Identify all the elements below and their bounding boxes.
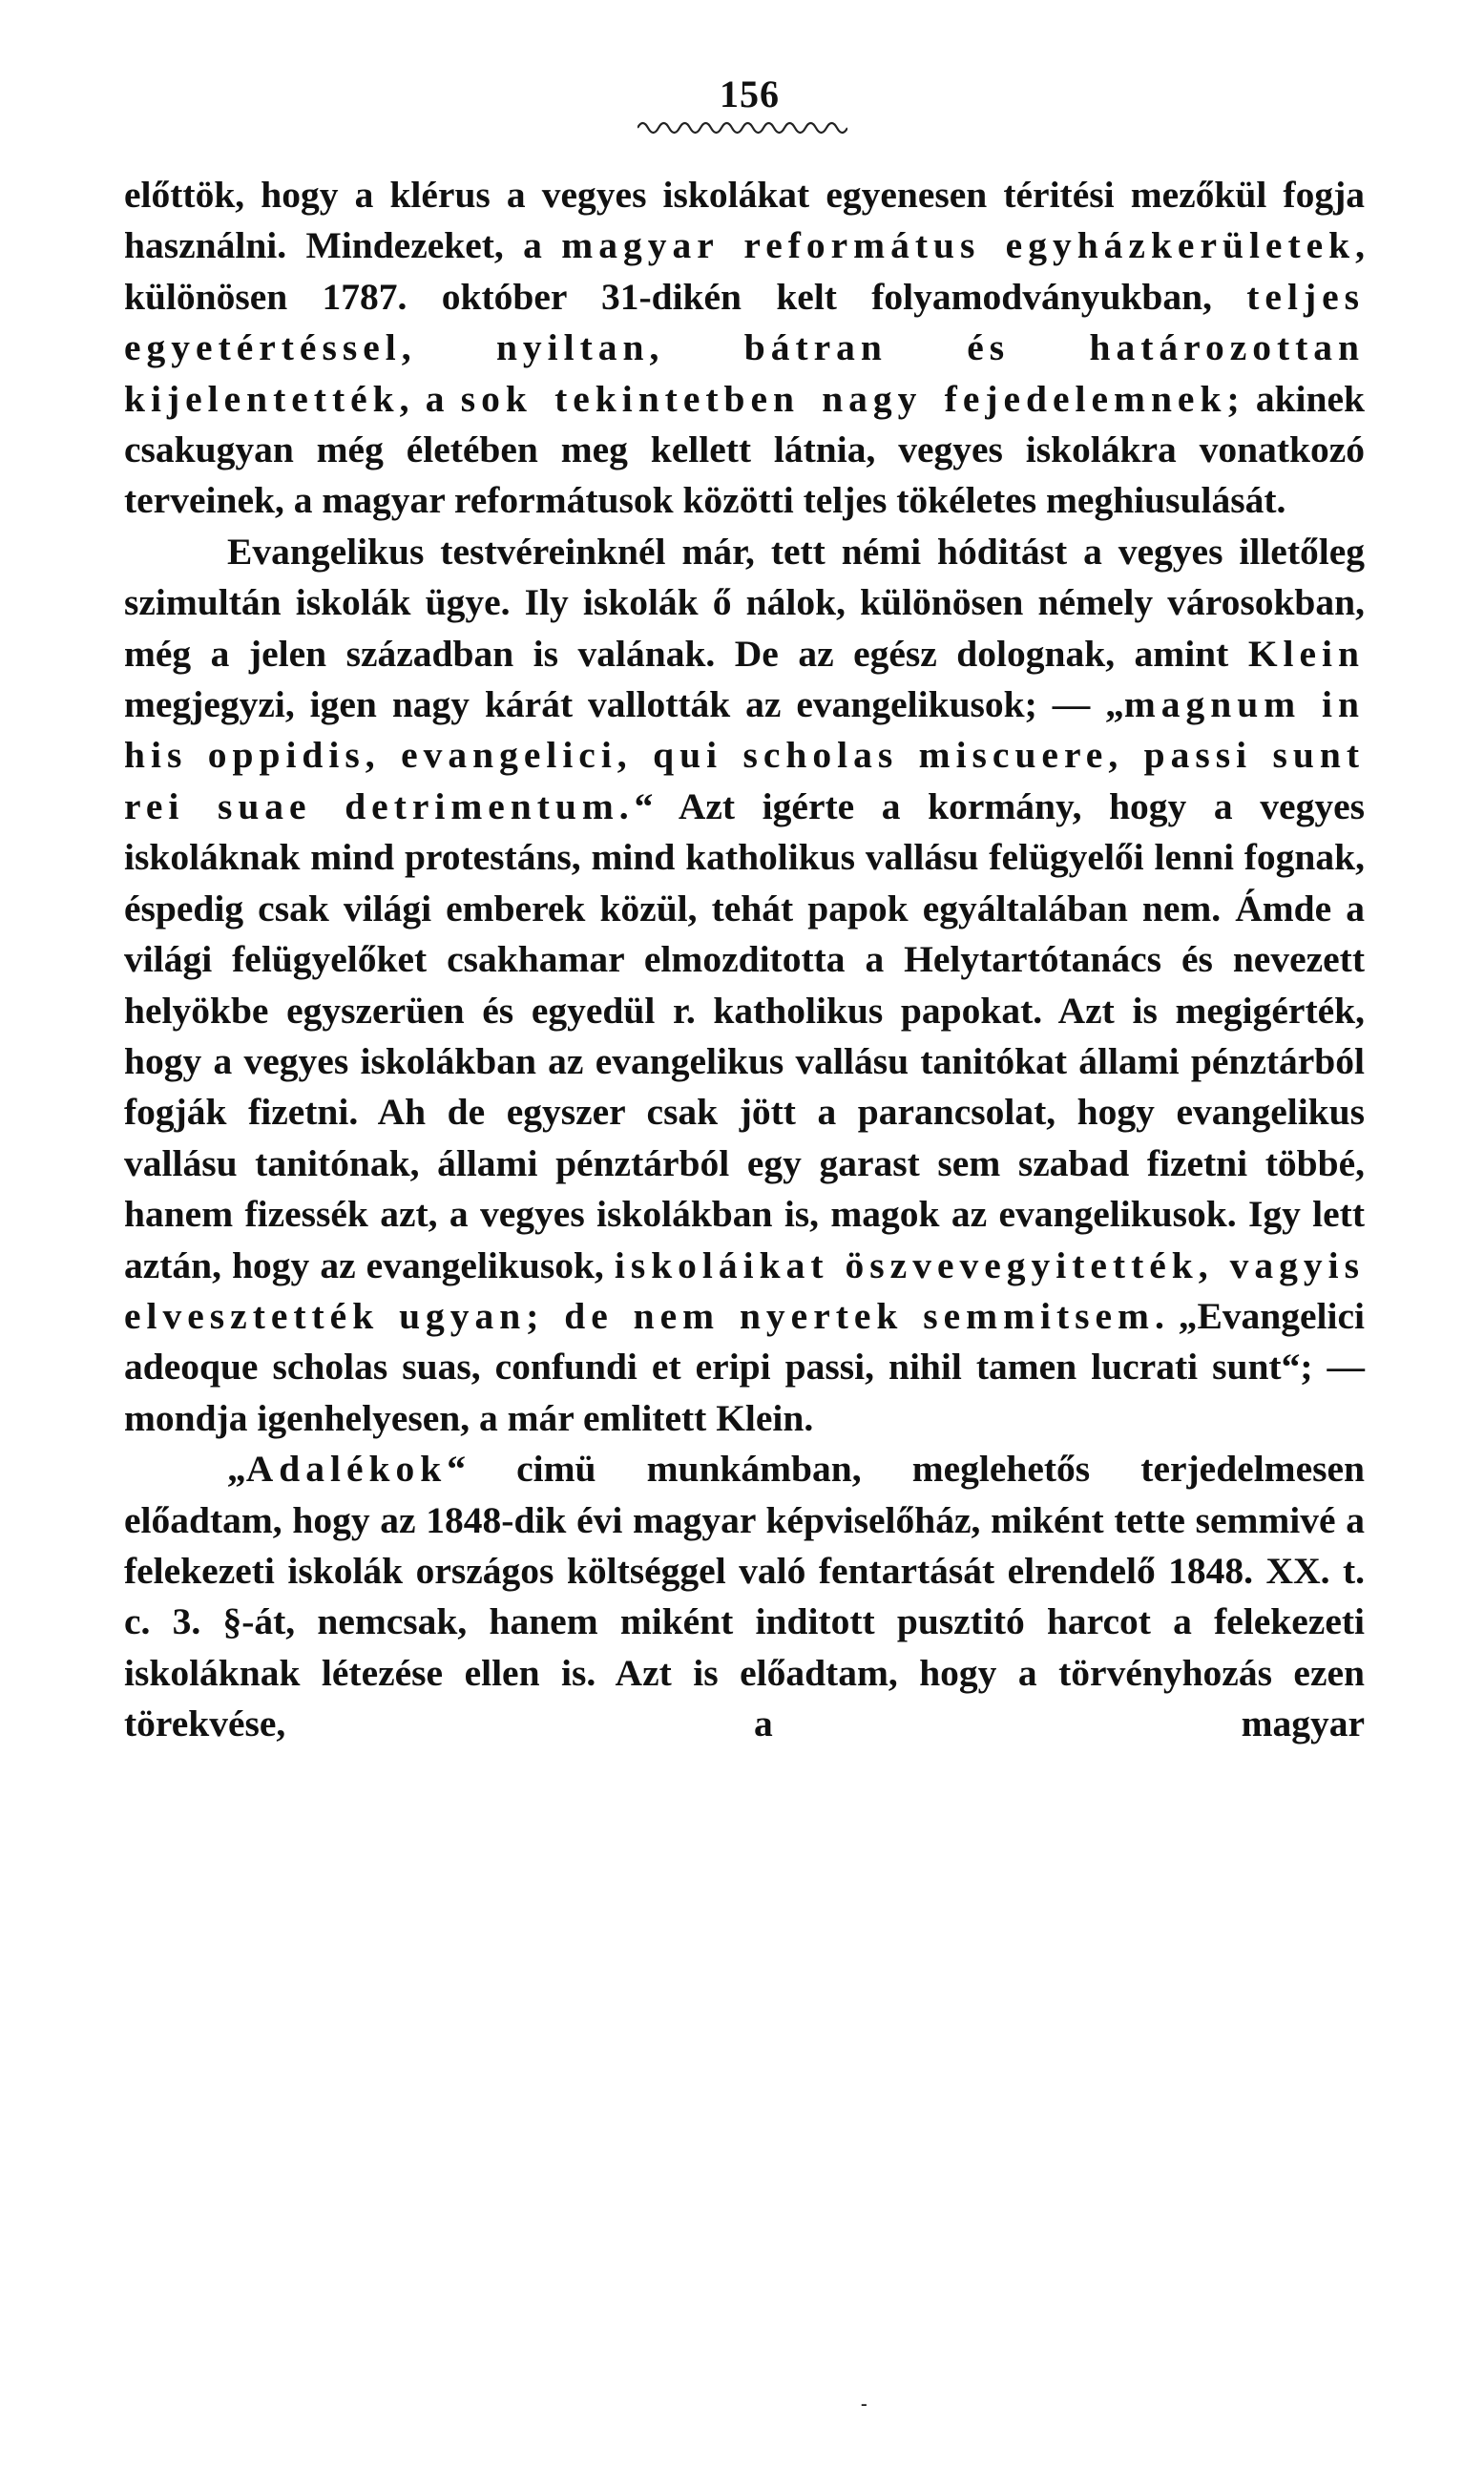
paragraph-text: , különösen 1787. október 31-dikén kelt folyamodványukban, <box>124 224 1365 318</box>
emphasized-spaced-text: iskoláikat öszvevegyitették, vagyis elvesztették ugyan; de nem nyertek semmitsem <box>124 1243 1365 1337</box>
paragraph-text: “ cimü munkámban, meglehetős terjedelmesen előadtam, hogy az 1848-dik évi magyar képviselőház, miként tette semmivé a felekezeti iskolák országos költséggel való fentartását elrendelő 1848. XX. t. c. 3. §-át, nemcsak, hanem miként inditott pusztitó harcot a felekezeti iskoláknak létezése ellen is. Azt is előadtam, hogy a törvényhozás ezen törekvése, a magyar <box>124 1448 1365 1745</box>
paragraph-1 <box>124 170 1365 527</box>
paragraph-3 <box>124 1444 1365 1749</box>
paragraph-text: Evangelikus testvéreinknél már, tett némi hóditást a vegyes illetőleg szimultán iskolák ügye. Ily iskolák ő nálok, különösen némely városokban, még a jelen században is valának. De az egész dolognak, amint <box>124 530 1365 675</box>
emphasized-spaced-text: magnum in his oppidis, evangelici, qui scholas miscuere, passi sunt rei suae detrimentum. <box>124 683 1365 827</box>
paragraph-text: . „Evangelici adeoque scholas suas, confundi et eripi passi, nihil tamen lucrati sunt“; — mondja igenhelyesen, a már emlitett Klein. <box>124 1294 1365 1439</box>
paragraph-2 <box>124 527 1365 1444</box>
body-text <box>124 170 1365 1750</box>
paragraph-text: megjegyzi, igen nagy kárát vallották az evangelikusok; — „ <box>124 683 1124 726</box>
paragraph-text: „ <box>227 1448 246 1491</box>
emphasized-spaced-text: magyar református egyházkerületek <box>561 224 1356 267</box>
emphasized-spaced-text: Klein <box>1247 632 1365 675</box>
paragraph-text: ; akinek csakugyan még életében meg kellett látnia, vegyes iskolákra vonatkozó terveinek, a magyar reformátusok közötti teljes tökéletes meghiusulását. <box>124 377 1365 522</box>
paragraph-text: előttök, hogy a klérus a vegyes iskolákat egyenesen téritési mezőkül fogja használni. Mindezeket, a <box>124 174 1365 267</box>
emphasized-spaced-text: Adalékok <box>245 1448 448 1491</box>
decorative-wave-ornament <box>637 115 847 139</box>
page-number: 156 <box>720 73 780 115</box>
paragraph-text: , a <box>399 377 461 420</box>
bottom-mark: - <box>861 2393 867 2414</box>
paragraph-text: “ Azt igérte a kormány, hogy a vegyes iskoláknak mind protestáns, mind katholikus vallásu felügyelői lenni fognak, éspedig csak világi emberek közül, tehát papok egyáltalában nem. Ámde a világi felügyelőket csakhamar elmozditotta a Helytartótanács és nevezett helyökbe egyszerüen és egyedül r. katholikus papokat. Azt is megigérték, hogy a vegyes iskolákban az evangelikus vallásu tanitókat állami pénztárból fogják fizetni. Ah de egyszer csak jött a parancsolat, hogy evangelikus vallásu tanitónak, állami pénztárból egy garast sem szabad fizetni többé, hanem fizessék azt, a vegyes iskolákban is, magok az evangelikusok. Igy lett aztán, hogy az evangelikusok, <box>124 784 1365 1286</box>
emphasized-spaced-text: teljes egyetértéssel, nyiltan, bátran és határozottan kijelentették <box>124 275 1365 420</box>
emphasized-spaced-text: sok tekintetben nagy fejedelemnek <box>460 377 1227 420</box>
